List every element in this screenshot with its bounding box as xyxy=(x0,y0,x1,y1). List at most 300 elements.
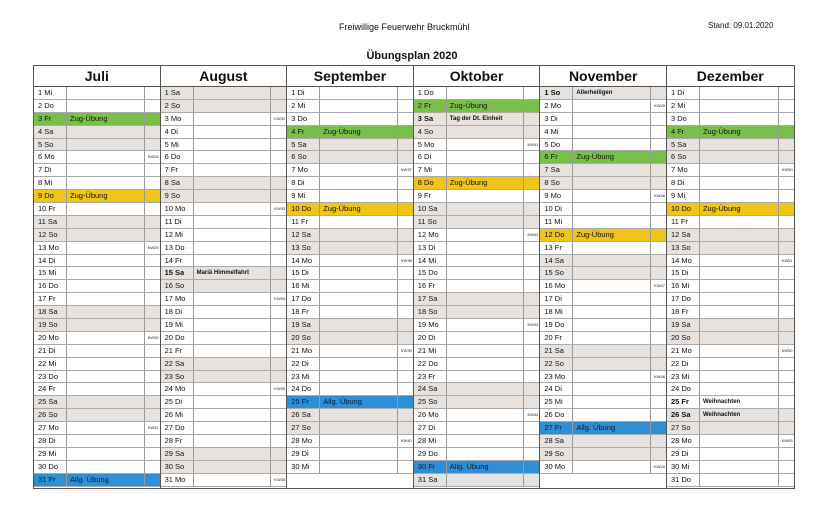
day-label: 10 Mo xyxy=(161,203,194,215)
month-column-august xyxy=(161,66,288,488)
day-label: 30 Mo xyxy=(540,461,573,473)
note-cell xyxy=(320,177,397,189)
week-number xyxy=(778,242,794,254)
day-label: 16 Mi xyxy=(667,280,700,292)
week-number xyxy=(523,100,539,112)
week-number xyxy=(270,448,286,460)
week-number xyxy=(397,306,413,318)
day-row xyxy=(287,242,413,255)
week-number xyxy=(270,319,286,331)
day-label: 28 Di xyxy=(34,435,67,447)
day-label: 1 Di xyxy=(287,87,320,99)
week-number xyxy=(144,293,160,305)
day-label: 24 Do xyxy=(667,383,700,395)
day-label: 27 Mo xyxy=(34,422,67,434)
week-number xyxy=(650,409,666,421)
day-label: 20 So xyxy=(667,332,700,344)
day-row xyxy=(161,448,287,461)
day-row xyxy=(414,319,540,332)
day-label: 13 Do xyxy=(161,242,194,254)
day-label: 9 Do xyxy=(34,190,67,202)
day-row xyxy=(667,461,794,474)
day-label: 19 Do xyxy=(540,319,573,331)
event-label: Allg. Übung xyxy=(70,474,109,484)
day-row xyxy=(667,383,794,396)
note-cell xyxy=(447,448,524,460)
week-number xyxy=(523,306,539,318)
week-number xyxy=(397,242,413,254)
note-cell xyxy=(67,242,144,254)
week-number xyxy=(523,461,539,473)
day-label: 6 Di xyxy=(414,151,447,163)
note-cell xyxy=(67,203,144,215)
note-cell xyxy=(194,151,271,163)
note-cell xyxy=(447,203,524,215)
day-label: 25 Mi xyxy=(540,396,573,408)
day-row xyxy=(161,319,287,332)
day-row xyxy=(540,242,666,255)
day-row xyxy=(540,190,666,203)
day-label: 26 Do xyxy=(540,409,573,421)
day-label: 4 Fr xyxy=(287,126,320,138)
week-number xyxy=(270,435,286,447)
note-cell xyxy=(320,435,397,447)
day-row xyxy=(287,267,413,280)
day-row xyxy=(161,435,287,448)
day-label: 15 Do xyxy=(414,267,447,279)
week-number: KW42 xyxy=(523,229,539,241)
note-cell xyxy=(194,306,271,318)
note-cell xyxy=(67,164,144,176)
day-row xyxy=(540,319,666,332)
day-row xyxy=(161,164,287,177)
week-number xyxy=(650,435,666,447)
day-label: 28 Mo xyxy=(287,435,320,447)
day-label: 17 Do xyxy=(287,293,320,305)
month-header: Juli xyxy=(34,66,160,87)
week-number xyxy=(650,126,666,138)
day-label: 22 Mi xyxy=(34,358,67,370)
note-cell xyxy=(447,319,524,331)
note-cell xyxy=(67,396,144,408)
week-number xyxy=(523,267,539,279)
day-label: 27 Fr xyxy=(540,422,573,434)
day-row xyxy=(414,422,540,435)
day-row xyxy=(161,332,287,345)
week-number xyxy=(650,396,666,408)
day-label: 20 Do xyxy=(161,332,194,344)
day-row xyxy=(34,177,160,190)
week-number xyxy=(523,448,539,460)
day-label: 4 So xyxy=(414,126,447,138)
note-cell xyxy=(194,371,271,383)
day-row xyxy=(667,280,794,293)
day-row xyxy=(161,113,287,126)
week-number xyxy=(397,371,413,383)
day-row xyxy=(161,242,287,255)
week-number xyxy=(270,216,286,228)
day-row xyxy=(287,139,413,152)
day-row xyxy=(287,229,413,242)
day-row xyxy=(34,358,160,371)
day-label: 13 Mo xyxy=(34,242,67,254)
day-label: 22 Do xyxy=(414,358,447,370)
week-number xyxy=(523,396,539,408)
week-number xyxy=(778,293,794,305)
week-number: KW46 xyxy=(650,190,666,202)
day-row xyxy=(34,461,160,474)
note-cell xyxy=(194,177,271,189)
day-label: 21 Di xyxy=(34,345,67,357)
week-number xyxy=(144,267,160,279)
day-row xyxy=(287,177,413,190)
note-cell xyxy=(194,203,271,215)
week-number xyxy=(650,306,666,318)
note-cell xyxy=(194,396,271,408)
week-number xyxy=(270,177,286,189)
day-row xyxy=(34,255,160,268)
week-number xyxy=(397,139,413,151)
event-label: Zug-Übung xyxy=(449,100,488,110)
day-row xyxy=(540,435,666,448)
week-number xyxy=(778,151,794,163)
day-label: 10 Fr xyxy=(34,203,67,215)
day-label: 16 So xyxy=(161,280,194,292)
week-number xyxy=(778,461,794,473)
day-row xyxy=(34,383,160,396)
day-row xyxy=(414,461,540,474)
day-row xyxy=(540,151,666,164)
week-number: KW35 xyxy=(270,383,286,395)
day-label: 24 Fr xyxy=(34,383,67,395)
note-cell xyxy=(67,371,144,383)
week-number xyxy=(523,371,539,383)
day-row xyxy=(287,461,413,474)
day-label: 21 Mo xyxy=(667,345,700,357)
day-row xyxy=(161,396,287,409)
day-row xyxy=(667,113,794,126)
day-label: 1 Sa xyxy=(161,87,194,99)
day-label: 29 Di xyxy=(287,448,320,460)
day-label: 1 So xyxy=(540,87,573,99)
day-label: 30 Mi xyxy=(287,461,320,473)
day-label: 15 Sa xyxy=(161,267,194,279)
note-cell xyxy=(573,177,650,189)
day-row xyxy=(161,474,287,487)
day-row xyxy=(414,164,540,177)
note-cell xyxy=(700,113,778,125)
note-cell xyxy=(700,87,778,99)
note-cell xyxy=(67,383,144,395)
day-row xyxy=(161,371,287,384)
week-number xyxy=(523,242,539,254)
month-column-september xyxy=(287,66,414,488)
day-label: 7 Sa xyxy=(540,164,573,176)
day-row xyxy=(287,87,413,100)
note-cell xyxy=(573,139,650,151)
note-cell xyxy=(320,100,397,112)
note-cell xyxy=(700,319,778,331)
event-label: Zug-Übung xyxy=(70,113,108,123)
day-label: 12 Sa xyxy=(667,229,700,241)
day-label: 30 Fr xyxy=(414,461,447,473)
day-label: 24 Do xyxy=(287,383,320,395)
week-number xyxy=(397,190,413,202)
day-label: 19 Sa xyxy=(287,319,320,331)
day-label: 9 Fr xyxy=(414,190,447,202)
day-row xyxy=(540,126,666,139)
week-number xyxy=(270,345,286,357)
note-cell xyxy=(573,371,650,383)
day-label: 9 Mo xyxy=(540,190,573,202)
holiday-label: Weihnachten xyxy=(702,412,741,419)
week-number xyxy=(523,332,539,344)
day-row xyxy=(667,319,794,332)
week-number xyxy=(650,87,666,99)
week-number xyxy=(270,461,286,473)
event-label: Zug-Übung xyxy=(70,191,108,201)
note-cell xyxy=(194,345,271,357)
day-label: 17 Mo xyxy=(161,293,194,305)
week-number: KW53 xyxy=(778,435,794,447)
day-row xyxy=(287,113,413,126)
day-label: 20 Fr xyxy=(540,332,573,344)
day-label: 10 Do xyxy=(287,203,320,215)
week-number xyxy=(778,383,794,395)
day-row xyxy=(414,126,540,139)
note-cell xyxy=(447,371,524,383)
day-label: 17 Do xyxy=(667,293,700,305)
note-cell xyxy=(700,139,778,151)
day-label: 22 So xyxy=(540,358,573,370)
note-cell xyxy=(320,332,397,344)
day-label: 25 Fr xyxy=(287,396,320,408)
day-row xyxy=(34,396,160,409)
note-cell xyxy=(447,164,524,176)
week-number xyxy=(397,177,413,189)
day-label: 31 Sa xyxy=(414,474,447,486)
day-label: 23 Mo xyxy=(540,371,573,383)
day-label: 13 So xyxy=(667,242,700,254)
day-row xyxy=(414,293,540,306)
week-number xyxy=(397,319,413,331)
week-number xyxy=(650,332,666,344)
day-row xyxy=(34,371,160,384)
day-label: 7 Mo xyxy=(287,164,320,176)
week-number: KW28 xyxy=(144,151,160,163)
day-row xyxy=(414,396,540,409)
week-number xyxy=(144,319,160,331)
day-row xyxy=(34,87,160,100)
event-label: Allg. Übung xyxy=(576,423,616,433)
week-number xyxy=(778,371,794,383)
week-number xyxy=(397,216,413,228)
note-cell xyxy=(320,242,397,254)
note-cell xyxy=(573,345,650,357)
day-row xyxy=(34,293,160,306)
note-cell xyxy=(573,255,650,267)
note-cell xyxy=(573,319,650,331)
note-cell xyxy=(700,332,778,344)
day-row xyxy=(287,409,413,422)
day-row xyxy=(540,267,666,280)
day-label: 5 Sa xyxy=(287,139,320,151)
day-label: 26 So xyxy=(34,409,67,421)
day-row xyxy=(414,113,540,126)
week-number xyxy=(523,203,539,215)
day-row xyxy=(414,345,540,358)
note-cell xyxy=(700,100,778,112)
note-cell xyxy=(320,216,397,228)
day-row xyxy=(414,409,540,422)
day-label: 23 Fr xyxy=(414,371,447,383)
day-label: 11 Fr xyxy=(287,216,320,228)
note-cell xyxy=(320,306,397,318)
day-label: 2 So xyxy=(161,100,194,112)
month-column-oktober xyxy=(414,66,541,488)
holiday-label: Weihnachten xyxy=(702,399,741,406)
event-label: Zug-Übung xyxy=(576,229,614,239)
week-number xyxy=(397,396,413,408)
day-row xyxy=(667,396,794,409)
week-number xyxy=(650,345,666,357)
day-label: 18 Fr xyxy=(667,306,700,318)
day-label: 13 Fr xyxy=(540,242,573,254)
week-number xyxy=(270,190,286,202)
day-label: 3 Mo xyxy=(161,113,194,125)
note-cell xyxy=(700,293,778,305)
note-cell xyxy=(194,164,271,176)
day-row xyxy=(667,448,794,461)
day-row xyxy=(414,216,540,229)
day-row xyxy=(34,229,160,242)
week-number xyxy=(650,151,666,163)
note-cell xyxy=(194,332,271,344)
day-label: 2 Do xyxy=(34,100,67,112)
day-row xyxy=(161,229,287,242)
week-number xyxy=(270,409,286,421)
note-cell xyxy=(320,345,397,357)
note-cell xyxy=(573,293,650,305)
day-label: 17 Di xyxy=(540,293,573,305)
note-cell xyxy=(573,409,650,421)
note-cell xyxy=(700,255,778,267)
note-cell xyxy=(194,255,271,267)
note-cell xyxy=(320,229,397,241)
day-row xyxy=(540,306,666,319)
note-cell xyxy=(320,164,397,176)
week-number: KW31 xyxy=(144,422,160,434)
note-cell xyxy=(67,422,144,434)
week-number xyxy=(778,190,794,202)
calendar-grid xyxy=(33,65,795,489)
day-label: 16 Mo xyxy=(540,280,573,292)
day-label: 14 Mo xyxy=(287,255,320,267)
day-row xyxy=(161,461,287,474)
week-number xyxy=(650,448,666,460)
day-label: 7 Fr xyxy=(161,164,194,176)
day-row xyxy=(287,383,413,396)
week-number: KW48 xyxy=(650,371,666,383)
day-label: 15 Mi xyxy=(34,267,67,279)
note-cell xyxy=(700,422,778,434)
day-label: 20 Di xyxy=(414,332,447,344)
day-label: 2 Fr xyxy=(414,100,447,112)
note-cell xyxy=(194,280,271,292)
note-cell xyxy=(700,358,778,370)
day-row xyxy=(540,332,666,345)
day-row xyxy=(34,100,160,113)
note-cell xyxy=(320,409,397,421)
week-number xyxy=(650,177,666,189)
note-cell xyxy=(573,242,650,254)
month-header: August xyxy=(161,66,287,87)
day-label: 25 So xyxy=(414,396,447,408)
day-label: 12 Mo xyxy=(414,229,447,241)
week-number xyxy=(397,422,413,434)
day-row xyxy=(667,190,794,203)
day-label: 13 Di xyxy=(414,242,447,254)
week-number: KW50 xyxy=(778,164,794,176)
day-label: 5 Sa xyxy=(667,139,700,151)
day-row xyxy=(287,332,413,345)
note-cell xyxy=(67,151,144,163)
week-number xyxy=(270,229,286,241)
day-label: 10 Sa xyxy=(414,203,447,215)
day-label: 4 Fr xyxy=(667,126,700,138)
week-number xyxy=(778,139,794,151)
day-row xyxy=(161,100,287,113)
week-number xyxy=(144,139,160,151)
note-cell xyxy=(194,216,271,228)
week-number xyxy=(778,474,794,486)
note-cell xyxy=(573,126,650,138)
day-row xyxy=(287,422,413,435)
week-number xyxy=(523,216,539,228)
note-cell xyxy=(447,280,524,292)
note-cell xyxy=(320,87,397,99)
day-label: 23 Mi xyxy=(667,371,700,383)
day-label: 5 Do xyxy=(540,139,573,151)
day-row xyxy=(540,371,666,384)
week-number xyxy=(144,383,160,395)
day-row xyxy=(667,332,794,345)
note-cell xyxy=(194,474,271,486)
week-number xyxy=(650,422,666,434)
day-row xyxy=(414,435,540,448)
note-cell xyxy=(194,461,271,473)
day-row xyxy=(540,139,666,152)
day-label: 3 Sa xyxy=(414,113,447,125)
day-row xyxy=(414,371,540,384)
week-number: KW33 xyxy=(270,203,286,215)
day-label: 17 Sa xyxy=(414,293,447,305)
week-number xyxy=(778,100,794,112)
week-number xyxy=(523,126,539,138)
day-row xyxy=(540,422,666,435)
week-number xyxy=(778,126,794,138)
week-number xyxy=(144,164,160,176)
day-label: 12 So xyxy=(34,229,67,241)
day-label: 18 Fr xyxy=(287,306,320,318)
day-label: 21 Fr xyxy=(161,345,194,357)
week-number xyxy=(397,267,413,279)
week-number: KW32 xyxy=(270,113,286,125)
day-row xyxy=(667,435,794,448)
week-number xyxy=(523,190,539,202)
day-row xyxy=(34,164,160,177)
week-number xyxy=(523,358,539,370)
